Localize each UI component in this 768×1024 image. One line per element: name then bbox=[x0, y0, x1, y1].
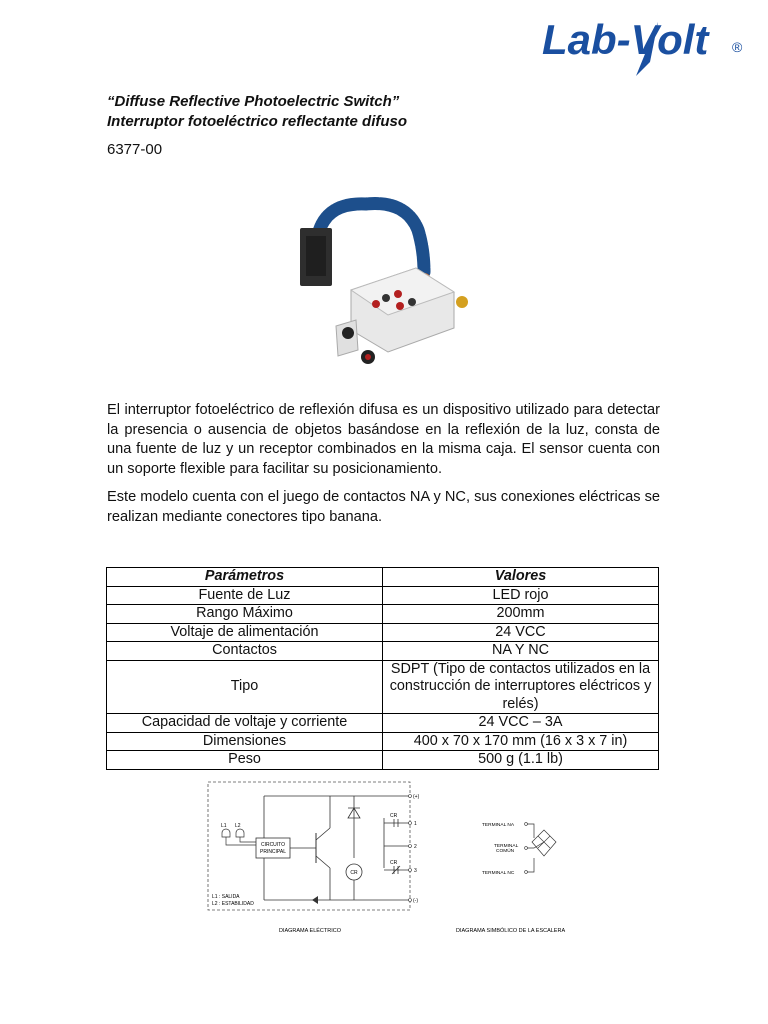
title-spanish: Interruptor fotoeléctrico reflectante difuso bbox=[107, 113, 408, 130]
value-cell: 400 x 70 x 170 mm (16 x 3 x 7 in) bbox=[383, 732, 659, 751]
document-title bbox=[107, 92, 407, 132]
product-photo bbox=[296, 190, 476, 375]
table-row bbox=[107, 586, 659, 605]
table-row bbox=[107, 660, 659, 714]
block-label-2: PRINCIPAL bbox=[259, 849, 287, 855]
table-header-row bbox=[107, 568, 659, 587]
legend-output: L1 : SALIDA bbox=[212, 894, 240, 900]
electric-diagram bbox=[204, 778, 422, 940]
table-row bbox=[107, 623, 659, 642]
terminal-nc-label: TERMINAL NC bbox=[482, 871, 515, 876]
led-2-label: L2 bbox=[235, 823, 241, 829]
contacts-paragraph: Este modelo cuenta con el juego de contactos NA y NC, sus conexiones eléctricas se realizan mediante conectores tipo banana. bbox=[107, 489, 660, 525]
param-cell: Rango Máximo bbox=[107, 605, 383, 624]
param-cell: Voltaje de alimentación bbox=[107, 623, 383, 642]
terminal-plus: (+) bbox=[413, 794, 420, 800]
value-cell: 200mm bbox=[383, 605, 659, 624]
table-row bbox=[107, 605, 659, 624]
terminal-na-label: TERMINAL NA bbox=[482, 823, 515, 828]
table-row bbox=[107, 732, 659, 751]
table-row bbox=[107, 642, 659, 661]
logo-wordmark: Lab-Volt bbox=[542, 16, 709, 63]
legend-stability: L2 : ESTABILIDAD bbox=[212, 901, 254, 907]
table-row bbox=[107, 751, 659, 770]
contact-2-label: CR bbox=[390, 860, 398, 866]
value-cell: 24 VCC – 3A bbox=[383, 714, 659, 733]
registered-mark: ® bbox=[732, 39, 743, 55]
ladder-diagram-caption: DIAGRAMA SIMBÓLICO DE LA ESCALERA bbox=[456, 928, 566, 934]
block-label-1: CIRCUITO bbox=[260, 842, 286, 848]
title-english: “Diffuse Reflective Photoelectric Switch” bbox=[107, 93, 400, 110]
header-values: Valores bbox=[383, 568, 659, 587]
value-cell: SDPT (Tipo de contactos utilizados en la construcción de interruptores eléctricos y relés) bbox=[383, 660, 659, 714]
param-cell: Dimensiones bbox=[107, 732, 383, 751]
terminal-2: 2 bbox=[414, 844, 417, 850]
param-cell: Contactos bbox=[107, 642, 383, 661]
terminal-minus: (-) bbox=[413, 898, 418, 904]
value-cell: 500 g (1.1 lb) bbox=[383, 751, 659, 770]
header-parameters: Parámetros bbox=[107, 568, 383, 587]
value-cell: 24 VCC bbox=[383, 623, 659, 642]
led-1-label: L1 bbox=[221, 823, 227, 829]
param-cell: Tipo bbox=[107, 660, 383, 714]
lab-volt-logo bbox=[540, 8, 750, 80]
value-cell: NA Y NC bbox=[383, 642, 659, 661]
terminal-comun-label-1: TERMINAL bbox=[494, 844, 519, 849]
param-cell: Fuente de Luz bbox=[107, 586, 383, 605]
param-cell: Peso bbox=[107, 751, 383, 770]
product-code: 6377-00 bbox=[107, 141, 163, 158]
coil-label: CR bbox=[350, 870, 358, 876]
specifications-table bbox=[106, 567, 659, 770]
value-cell: LED rojo bbox=[383, 586, 659, 605]
param-cell: Capacidad de voltaje y corriente bbox=[107, 714, 383, 733]
ladder-diagram bbox=[450, 800, 575, 940]
table-row bbox=[107, 714, 659, 733]
contact-1-label: CR bbox=[390, 813, 398, 819]
terminal-3: 3 bbox=[414, 868, 417, 874]
terminal-1: 1 bbox=[414, 821, 417, 827]
terminal-comun-label-2: COMÚN bbox=[496, 849, 515, 854]
electric-diagram-caption: DIAGRAMA ELÉCTRICO bbox=[278, 928, 342, 934]
description-paragraph: El interruptor fotoeléctrico de reflexión difusa es un dispositivo utilizado para detectar la presencia o ausencia de objetos basándose en la reflexión de la luz, consta de una fuente de luz y un receptor combinados en la misma caja. El sensor cuenta con un soporte flexible para facilitar su posicionamiento. bbox=[107, 402, 660, 477]
